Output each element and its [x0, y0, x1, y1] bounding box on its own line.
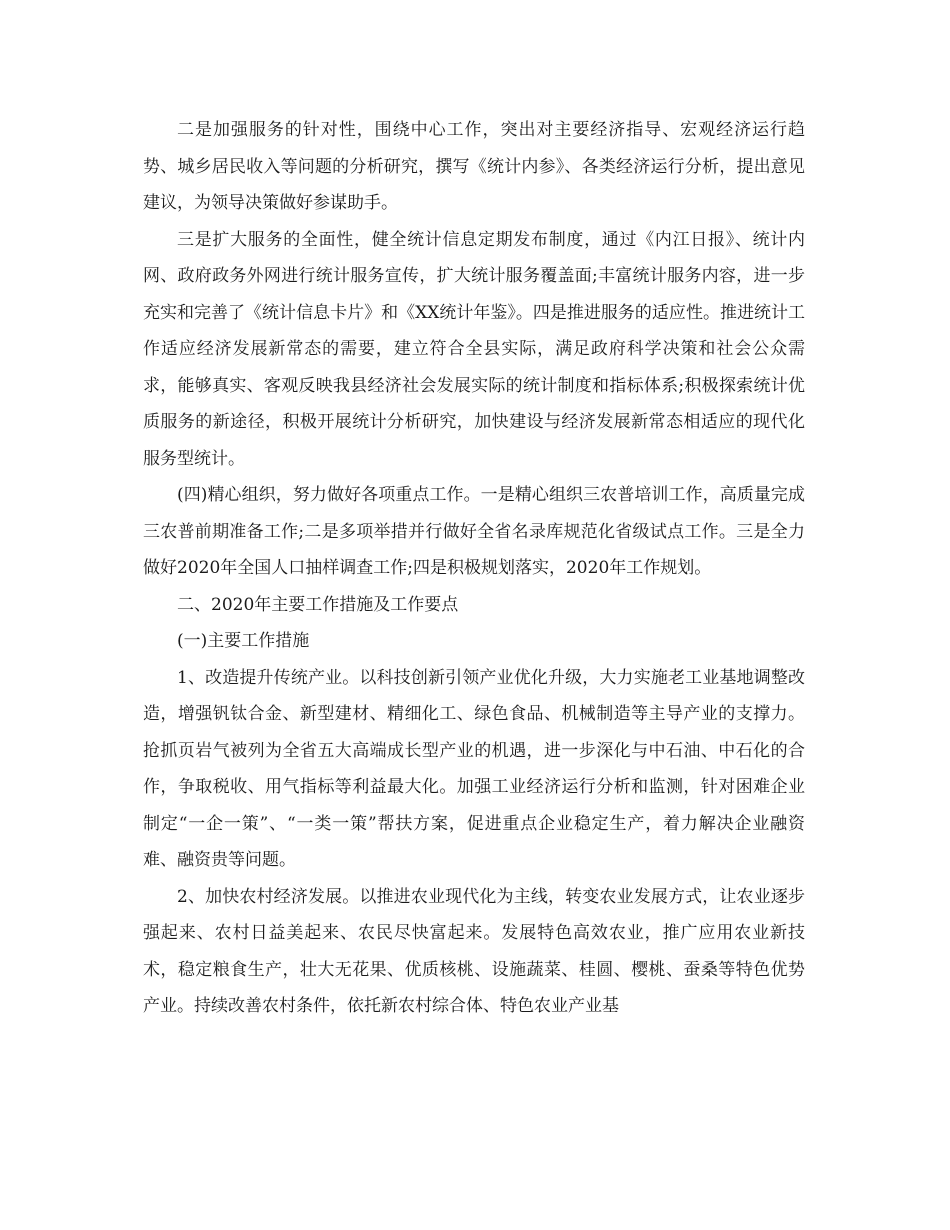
paragraph-traditional-industry: 1、改造提升传统产业。以科技创新引领产业优化升级，大力实施老工业基地调整改造，增强钒钛合金、新型建材、精细化工、绿色食品、机械制造等主导产业的支撑力。抢抓页岩气被列为全省五大高端成长型产业的机遇，进一步深化与中石油、中石化的合作，争取税收、用气指标等利益最大化。加强工业经济运行分析和监测，针对困难企业制定“一企一策”、“一类一策”帮扶方案，促进重点企业稳定生产，着力解决企业融资难、融资贵等问题。: [143, 667, 805, 870]
section-heading-2020-measures: 二、2020年主要工作措施及工作要点: [177, 594, 459, 615]
paragraph-service-coverage: 三是扩大服务的全面性，健全统计信息定期发布制度，通过《内江日报》、统计内网、政府政务外网进行统计服务宣传，扩大统计服务覆盖面;丰富统计服务内容，进一步充实和完善了《统计信息卡片》和《XX统计年鉴》。四是推进服务的适应性。推进统计工作适应经济发展新常态的需要，建立符合全县实际，满足政府科学决策和社会公众需求，能够真实、客观反映我县经济社会发展实际的统计制度和指标体系;积极探索统计优质服务的新途径，积极开展统计分析研究，加快建设与经济发展新常态相适应的现代化服务型统计。: [143, 229, 805, 469]
subsection-heading-main-measures: (一)主要工作措施: [177, 631, 310, 651]
document-page: [143, 112, 805, 1025]
paragraph-key-work: (四)精心组织，努力做好各项重点工作。一是精心组织三农普培训工作，高质量完成三农普前期准备工作;二是多项举措并行做好全省名录库规范化省级试点工作。三是全力做好2020年全国人口抽样调查工作;四是积极规划落实，2020年工作规划。: [143, 485, 805, 578]
paragraph-service-targeting: 二是加强服务的针对性，围绕中心工作，突出对主要经济指导、宏观经济运行趋势、城乡居民收入等问题的分析研究，撰写《统计内参》、各类经济运行分析，提出意见建议，为领导决策做好参谋助手。: [143, 120, 805, 213]
paragraph-rural-economy: 2、加快农村经济发展。以推进农业现代化为主线，转变农业发展方式，让农业逐步强起来、农村日益美起来、农民尽快富起来。发展特色高效农业，推广应用农业新技术，稳定粮食生产，壮大无花果、优质核桃、设施蔬菜、桂圆、樱桃、蚕桑等特色优势产业。持续改善农村条件，依托新农村综合体、特色农业产业基: [143, 886, 805, 1016]
